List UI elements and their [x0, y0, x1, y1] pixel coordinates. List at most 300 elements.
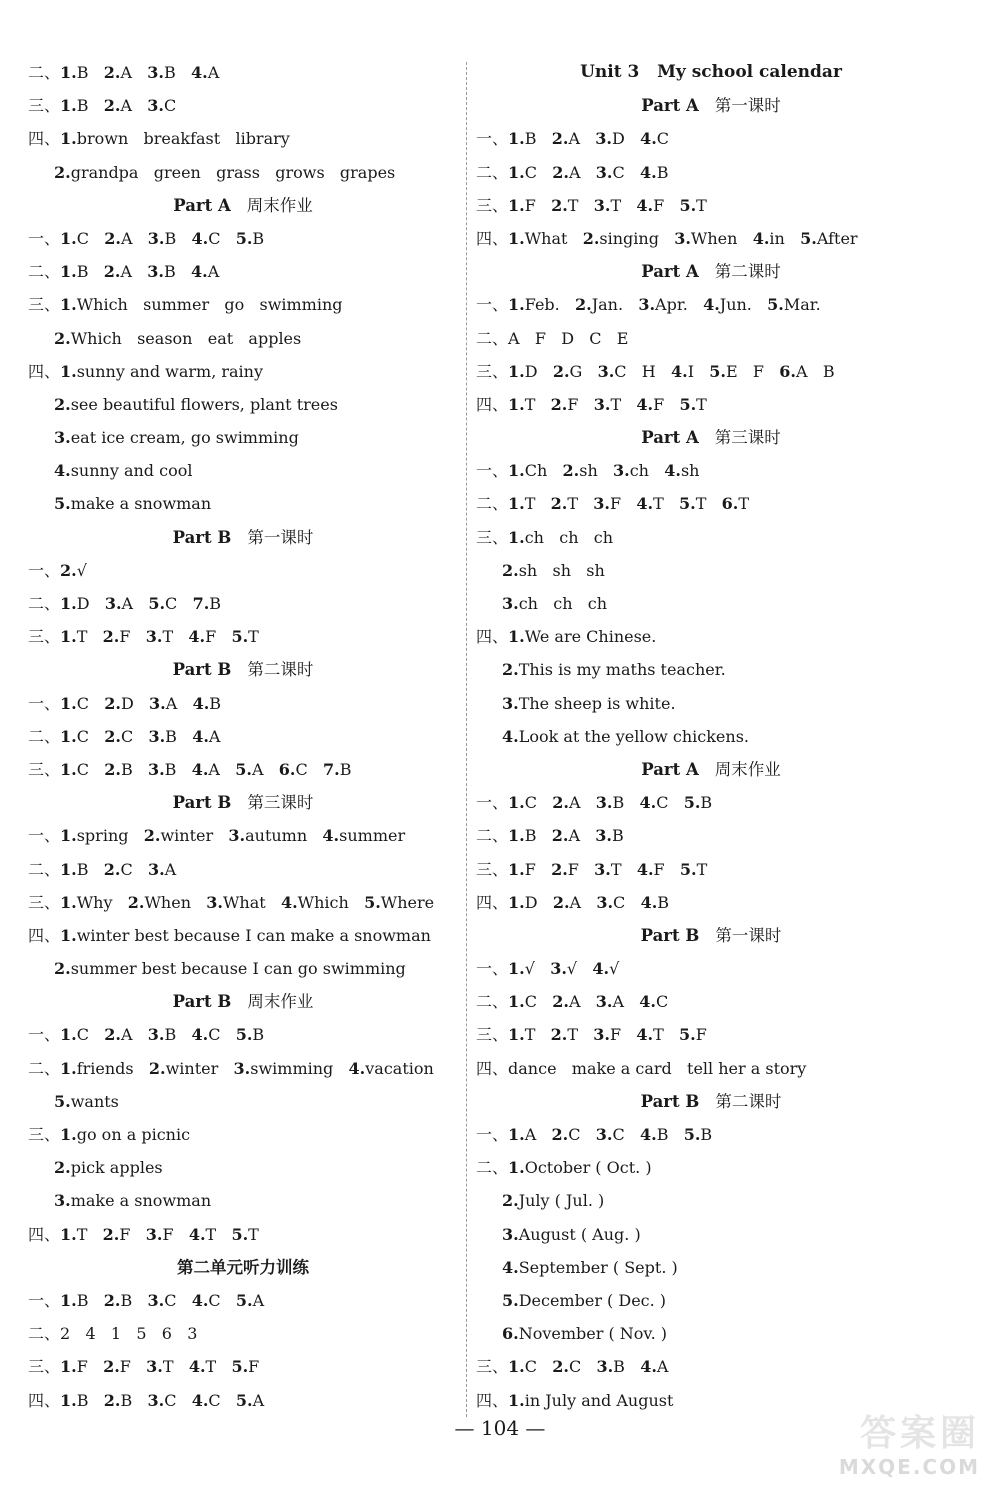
item-number: 5.: [231, 1357, 249, 1377]
item-number: 1.: [60, 1058, 77, 1078]
item-number: 2.: [502, 660, 519, 680]
answer-text: F: [119, 1224, 131, 1244]
answer-line: [476, 554, 946, 587]
section-heading-lesson: 第三课时: [714, 428, 781, 448]
item-number: 2.: [582, 228, 600, 248]
item-number: 3.: [593, 195, 611, 215]
item-number: 3.: [593, 494, 610, 514]
answer-text: F: [76, 1357, 88, 1377]
question-group-label: 二、: [476, 162, 509, 182]
item-number: 2.: [103, 1357, 120, 1377]
item-number: 2.: [102, 627, 120, 647]
answer-text: see beautiful flowers, plant trees: [70, 394, 338, 414]
item-number: 2.: [54, 162, 71, 182]
answer-text: A: [524, 1125, 537, 1144]
answer-text: Feb.: [524, 295, 560, 315]
answer-text: When: [690, 228, 738, 248]
item-number: 1.: [508, 959, 525, 979]
item-number: 5.: [767, 295, 784, 315]
item-number: 2.: [127, 892, 145, 912]
answer-text: T: [696, 195, 707, 215]
item-number: 5.: [709, 361, 726, 381]
answer-text: pick apples: [70, 1158, 163, 1178]
item-number: 6.: [502, 1324, 519, 1344]
item-number: 1.: [508, 1357, 525, 1377]
item-number: 3.: [595, 826, 612, 846]
answer-line: [476, 1018, 946, 1051]
answer-text: E F: [725, 361, 765, 381]
section-heading-text: Part A: [641, 262, 699, 282]
item-number: 3.: [147, 96, 164, 116]
answer-line: [28, 819, 458, 852]
item-number: 1.: [60, 693, 77, 713]
answer-text: B: [120, 759, 133, 779]
unit-title: [476, 56, 946, 89]
question-group-label: 四、: [28, 1224, 61, 1244]
item-number: 4.: [191, 759, 209, 779]
answer-text: B: [657, 892, 670, 912]
item-number: 3.: [502, 594, 519, 613]
item-number: 2.: [552, 1357, 569, 1377]
item-number: 2.: [550, 394, 568, 414]
answer-text: December ( Dec. ): [518, 1290, 667, 1310]
answer-text: ch: [629, 461, 649, 481]
item-number: 4.: [640, 892, 658, 912]
answer-line: [476, 985, 946, 1018]
answer-line: [28, 487, 458, 520]
item-number: 2.: [551, 826, 569, 846]
answer-text: F: [162, 1224, 174, 1244]
answer-text: C: [524, 793, 537, 813]
question-group-label: 一、: [28, 228, 61, 248]
item-number: 4.: [670, 361, 688, 381]
answer-text: B: [163, 262, 176, 282]
item-number: 4.: [188, 627, 206, 647]
item-number: 4.: [188, 1357, 206, 1377]
answer-text: C H: [614, 361, 656, 381]
item-number: 1.: [60, 627, 77, 647]
answer-text: B: [76, 859, 89, 879]
question-group-label: 二、: [476, 494, 509, 514]
answer-text: C: [120, 859, 133, 879]
item-number: 5.: [148, 594, 166, 613]
item-number: 3.: [596, 892, 614, 912]
answer-text: Ch: [524, 461, 548, 481]
answer-text: F: [653, 195, 665, 215]
answer-line: [28, 255, 458, 288]
item-number: 4.: [191, 63, 208, 82]
answer-text: This is my maths teacher.: [518, 660, 726, 680]
section-heading-lesson: 第二课时: [714, 262, 781, 282]
item-number: 5.: [679, 494, 696, 514]
question-group-label: 二、: [28, 63, 61, 82]
item-number: 2.: [551, 195, 568, 215]
answer-text: C: [295, 759, 308, 779]
question-group-label: 二、: [476, 826, 509, 846]
answer-text: T: [610, 859, 622, 879]
item-number: 1.: [60, 1025, 77, 1045]
item-number: 2.: [551, 129, 569, 149]
answer-line: [28, 753, 458, 786]
answer-line: [476, 1284, 946, 1317]
answer-text: B: [339, 759, 352, 779]
item-number: 4.: [592, 959, 610, 979]
answer-text: G: [569, 361, 583, 381]
answer-text: Why: [76, 892, 113, 912]
watermark-text: 答案圈: [859, 1413, 980, 1454]
item-number: 4.: [54, 461, 71, 481]
answer-text: B: [165, 726, 177, 746]
question-group-label: 一、: [476, 959, 509, 979]
answer-text: B: [76, 1290, 89, 1310]
item-number: 1.: [508, 228, 525, 248]
answer-text: T: [524, 1025, 536, 1045]
answer-text: T: [567, 1025, 579, 1045]
answer-text: A: [569, 892, 582, 912]
question-group-label: 一、: [28, 560, 61, 580]
answer-text: 2 4 1 5 6 3: [60, 1324, 198, 1344]
item-number: 4.: [502, 726, 519, 746]
answer-line: [28, 1018, 458, 1051]
question-group-label: 四、: [28, 361, 61, 381]
item-number: 2.: [104, 759, 121, 779]
item-number: 1.: [60, 1357, 77, 1377]
item-number: 2.: [102, 1224, 120, 1244]
answer-text: C: [165, 594, 178, 613]
right-answer-column: [476, 56, 946, 1417]
answer-text: C: [120, 726, 134, 746]
answer-text: Jun.: [719, 295, 752, 315]
section-heading-text: 第二单元听力训练: [177, 1257, 309, 1277]
item-number: 5.: [235, 228, 253, 248]
answer-text: A: [120, 1025, 133, 1045]
answer-text: A: [252, 1390, 265, 1410]
item-number: 3.: [145, 627, 163, 647]
item-number: 4.: [636, 1025, 654, 1045]
answer-text: T: [610, 394, 622, 414]
answer-line: [28, 620, 458, 653]
answer-text: What: [222, 892, 266, 912]
item-number: 2.: [550, 494, 568, 514]
item-number: 2.: [60, 560, 77, 580]
question-group-label: 四、: [476, 627, 509, 647]
item-number: 2.: [552, 361, 570, 381]
answer-line: [28, 454, 458, 487]
answer-text: sh: [579, 461, 598, 481]
answer-text: A: [208, 726, 221, 746]
answer-text: C: [76, 759, 89, 779]
item-number: 1.: [60, 96, 77, 116]
answer-text: D: [611, 129, 625, 149]
item-number: 5.: [679, 859, 697, 879]
section-heading-text: Part B: [640, 925, 700, 945]
answer-text: A: [120, 228, 133, 248]
item-number: 4.: [188, 1224, 206, 1244]
question-group-label: 四、: [28, 129, 61, 149]
question-group-label: 三、: [476, 527, 509, 547]
answer-text: T: [653, 494, 664, 514]
item-number: 1.: [508, 494, 525, 514]
item-number: 3.: [502, 1224, 519, 1244]
answer-text: winter best because I can make a snowman: [76, 925, 431, 945]
answer-line: [476, 853, 946, 886]
answer-line: [476, 355, 946, 388]
answer-text: Which summer go swimming: [76, 295, 343, 315]
item-number: 1.: [60, 63, 77, 82]
answer-text: B: [252, 228, 265, 248]
item-number: 4.: [664, 461, 681, 481]
item-number: 3.: [206, 892, 223, 912]
item-number: 1.: [508, 1390, 525, 1410]
answer-text: C: [568, 1357, 582, 1377]
question-group-label: 四、: [476, 1058, 509, 1078]
item-number: 3.: [550, 959, 567, 979]
question-group-label: 四、: [476, 1390, 509, 1410]
question-group-label: 三、: [476, 859, 509, 879]
item-number: 1.: [60, 361, 77, 381]
question-group-label: 一、: [476, 129, 509, 149]
answer-text: B: [700, 793, 713, 813]
answer-line: [28, 1118, 458, 1151]
item-number: 2.: [148, 1058, 166, 1078]
question-group-label: 三、: [28, 892, 61, 912]
section-heading-lesson: 周末作业: [714, 759, 781, 779]
item-number: 3.: [595, 793, 613, 813]
left-answer-column: [28, 56, 458, 1417]
answer-text: T: [567, 195, 579, 215]
item-number: 1.: [60, 726, 77, 746]
item-number: 6.: [721, 494, 739, 514]
question-group-label: 三、: [28, 295, 61, 315]
answer-line: [476, 388, 946, 421]
question-group-label: 三、: [28, 96, 61, 116]
item-number: 2.: [551, 859, 568, 879]
answer-text: A: [164, 859, 177, 879]
answer-line: [28, 355, 458, 388]
item-number: 4.: [703, 295, 720, 315]
answer-text: C: [524, 1357, 537, 1377]
question-group-label: 四、: [476, 228, 509, 248]
item-number: 3.: [147, 859, 165, 879]
answer-line: [28, 1085, 458, 1118]
item-number: 1.: [60, 228, 77, 248]
item-number: 5.: [235, 1025, 253, 1045]
answer-text: T: [696, 859, 708, 879]
section-heading-lesson: 第三课时: [247, 793, 314, 813]
section-heading-lesson: 第二课时: [715, 1091, 782, 1111]
answer-line: [476, 653, 946, 686]
section-heading-text: Part B: [172, 660, 232, 680]
item-number: 1.: [508, 892, 525, 912]
section-heading: [28, 189, 458, 222]
answer-text: F: [695, 1025, 707, 1045]
answer-text: eat ice cream, go swimming: [70, 428, 299, 448]
answer-text: B: [76, 262, 89, 282]
item-number: 3.: [147, 1390, 165, 1410]
answer-text: B: [656, 162, 669, 182]
answer-text: swimming: [250, 1058, 334, 1078]
question-group-label: 一、: [476, 1125, 509, 1144]
answer-line: [28, 156, 458, 189]
item-number: 5.: [235, 1290, 253, 1310]
answer-text: A: [207, 63, 220, 82]
item-number: 5.: [235, 1390, 253, 1410]
answer-line: [476, 786, 946, 819]
item-number: 2.: [552, 892, 570, 912]
answer-line: [28, 554, 458, 587]
item-number: 4.: [752, 228, 770, 248]
answer-text: F: [653, 859, 665, 879]
item-number: 3.: [147, 228, 165, 248]
section-heading-text: Part B: [172, 992, 232, 1012]
question-group-label: 二、: [28, 1058, 61, 1078]
item-number: 4.: [322, 826, 340, 846]
answer-text: A: [656, 1357, 669, 1377]
item-number: 3.: [613, 461, 630, 481]
answer-line: [476, 454, 946, 487]
answer-text: C: [76, 726, 89, 746]
answer-text: ch ch ch: [524, 527, 614, 547]
item-number: 2.: [103, 1390, 121, 1410]
answer-text: I: [687, 361, 695, 381]
item-number: 2.: [143, 826, 161, 846]
item-number: 1.: [60, 925, 77, 945]
answer-line: [28, 1350, 458, 1383]
answer-text: T: [205, 1357, 217, 1377]
answer-text: A: [568, 162, 581, 182]
answer-text: A: [208, 759, 220, 779]
section-heading: [476, 255, 946, 288]
answer-text: B: [613, 1357, 625, 1377]
answer-text: September ( Sept. ): [518, 1257, 678, 1277]
answer-text: F: [524, 195, 536, 215]
answer-text: October ( Oct. ): [524, 1158, 652, 1178]
item-number: 3.: [147, 1290, 165, 1310]
answer-line: [28, 853, 458, 886]
item-number: 2.: [502, 1191, 519, 1211]
answer-text: B: [120, 1390, 133, 1410]
item-number: 5.: [679, 195, 697, 215]
item-number: 4.: [192, 726, 209, 746]
answer-text: sunny and warm, rainy: [76, 361, 264, 381]
item-number: 4.: [348, 1058, 366, 1078]
answer-line: [476, 189, 946, 222]
answer-line: [28, 388, 458, 421]
answer-text: F: [205, 627, 217, 647]
answer-line: [28, 1184, 458, 1217]
answer-text: C: [208, 1025, 221, 1045]
answer-text: go on a picnic: [76, 1125, 191, 1144]
answer-line: [476, 620, 946, 653]
item-number: 1.: [60, 1125, 77, 1144]
answer-line: [28, 1384, 458, 1417]
answer-line: [476, 322, 946, 355]
section-heading: [28, 786, 458, 819]
section-heading: [28, 1251, 458, 1284]
answer-text: singing: [599, 228, 659, 248]
question-group-label: 三、: [476, 361, 509, 381]
answer-text: summer: [339, 826, 406, 846]
answer-text: grandpa green grass grows grapes: [70, 162, 396, 182]
answer-text: T: [738, 494, 750, 514]
answer-text: A: [120, 262, 133, 282]
question-group-label: 一、: [28, 693, 61, 713]
answer-text: sunny and cool: [70, 461, 193, 481]
item-number: 4.: [639, 992, 656, 1012]
answer-text: Look at the yellow chickens.: [518, 726, 749, 746]
item-number: 1.: [508, 394, 525, 414]
answer-text: F: [567, 394, 579, 414]
answer-text: dance make a card tell her a story: [508, 1058, 807, 1078]
item-number: 3.: [593, 1025, 610, 1045]
item-number: 2.: [552, 162, 569, 182]
answer-text: T: [248, 1224, 259, 1244]
answer-text: T: [610, 195, 622, 215]
item-number: 2.: [103, 96, 121, 116]
item-number: 5.: [679, 394, 697, 414]
answer-text: vacation: [365, 1058, 434, 1078]
answer-text: brown breakfast library: [76, 129, 290, 149]
answer-text: November ( Nov. ): [518, 1324, 667, 1344]
question-group-label: 一、: [476, 295, 509, 315]
item-number: 2.: [103, 859, 121, 879]
item-number: 4.: [636, 195, 654, 215]
answer-line: [476, 1052, 946, 1085]
answer-line: [28, 288, 458, 321]
answer-text: B: [524, 826, 537, 846]
item-number: 2.: [104, 228, 121, 248]
answer-line: [476, 156, 946, 189]
item-number: 5.: [231, 627, 249, 647]
question-group-label: 二、: [28, 1324, 61, 1344]
answer-text: C: [164, 1390, 177, 1410]
answer-text: B: [76, 96, 89, 116]
item-number: 5.: [679, 1025, 696, 1045]
item-number: 2.: [562, 461, 580, 481]
section-heading-text: Part A: [173, 195, 231, 215]
section-heading-lesson: 第一课时: [715, 925, 782, 945]
answer-text: F: [567, 859, 579, 879]
answer-text: C: [164, 1290, 177, 1310]
answer-text: B: [656, 1125, 669, 1144]
answer-line: [476, 587, 946, 620]
item-number: 4.: [639, 793, 657, 813]
answer-text: B: [76, 1390, 89, 1410]
answer-text: T: [162, 1357, 174, 1377]
item-number: 3.: [233, 1058, 251, 1078]
item-number: 1.: [508, 1025, 525, 1045]
answer-text: C: [163, 96, 177, 116]
question-group-label: 二、: [28, 859, 61, 879]
item-number: 2.: [54, 1158, 71, 1178]
item-number: 3.: [595, 992, 613, 1012]
answer-line: [476, 952, 946, 985]
answer-text: D: [524, 892, 538, 912]
answer-line: [476, 720, 946, 753]
question-group-label: 三、: [28, 627, 61, 647]
answer-text: C: [524, 992, 537, 1012]
item-number: 3.: [147, 759, 165, 779]
item-number: 4.: [636, 494, 654, 514]
section-heading-text: Part A: [641, 428, 699, 448]
section-heading: [476, 919, 946, 952]
item-number: 3.: [148, 726, 166, 746]
answer-text: make a snowman: [70, 494, 212, 514]
answer-text: After: [816, 228, 858, 248]
item-number: 1.: [60, 826, 77, 846]
item-number: 2.: [54, 328, 71, 348]
section-heading-text: Part A: [641, 759, 699, 779]
